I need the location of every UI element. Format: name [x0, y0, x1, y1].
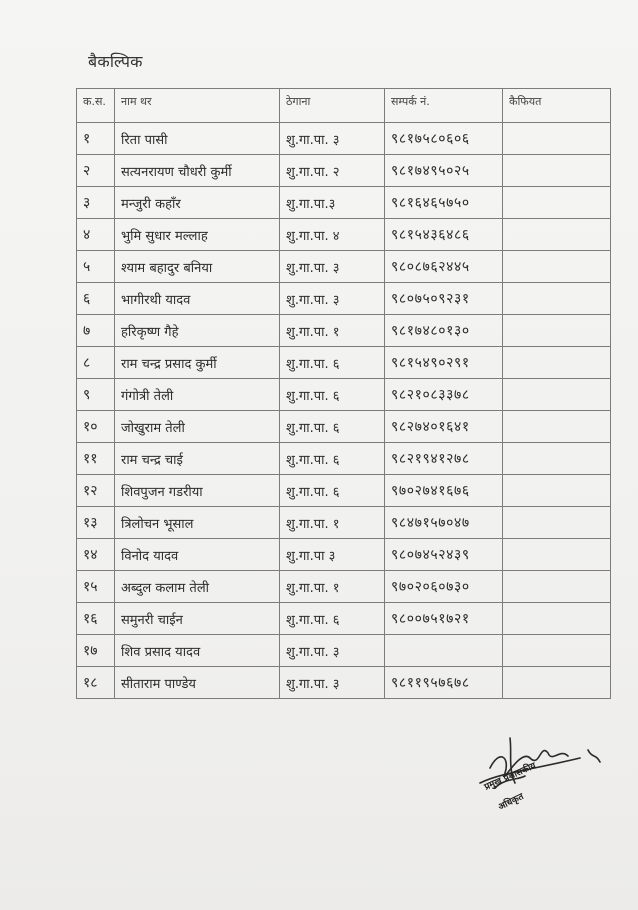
- cell-name: सीताराम पाण्डेय: [115, 667, 280, 699]
- cell-serial: ११: [77, 443, 115, 475]
- cell-serial: १६: [77, 603, 115, 635]
- cell-remarks: [503, 123, 611, 155]
- document-heading: बैकल्पिक: [88, 52, 143, 71]
- cell-name: भागीरथी यादव: [115, 283, 280, 315]
- cell-name: सत्यनरायण चौधरी कुर्मी: [115, 155, 280, 187]
- cell-address: शु.गा.पा. १: [280, 507, 385, 539]
- cell-name: रिता पासी: [115, 123, 280, 155]
- cell-name: राम चन्द्र प्रसाद कुर्मी: [115, 347, 280, 379]
- cell-name: भुमि सुधार मल्लाह: [115, 219, 280, 251]
- cell-serial: १५: [77, 571, 115, 603]
- cell-address: शु.गा.पा. ३: [280, 635, 385, 667]
- cell-phone: ९८०७४५२४३९: [385, 539, 503, 571]
- cell-phone: ९७०२०६०७३०: [385, 571, 503, 603]
- cell-remarks: [503, 475, 611, 507]
- cell-name: जोखुराम तेली: [115, 411, 280, 443]
- signature-stamp: [470, 728, 610, 838]
- cell-remarks: [503, 187, 611, 219]
- table-row: [77, 315, 611, 347]
- cell-name: गंगोत्री तेली: [115, 379, 280, 411]
- cell-remarks: [503, 507, 611, 539]
- cell-address: शु.गा.पा. ६: [280, 603, 385, 635]
- cell-name: अब्दुल कलाम तेली: [115, 571, 280, 603]
- column-header-remarks: कैफियत: [503, 89, 611, 123]
- cell-serial: १८: [77, 667, 115, 699]
- cell-serial: ५: [77, 251, 115, 283]
- cell-phone: ९८०८७६२४४५: [385, 251, 503, 283]
- cell-address: शु.गा.पा. २: [280, 155, 385, 187]
- column-header-name: नाम थर: [115, 89, 280, 123]
- cell-name: समुनरी चाईन: [115, 603, 280, 635]
- cell-remarks: [503, 635, 611, 667]
- cell-address: शु.गा.पा. ६: [280, 411, 385, 443]
- cell-phone: ९८१७५८०६०६: [385, 123, 503, 155]
- table-row: [77, 411, 611, 443]
- column-header-phone: सम्पर्क नं.: [385, 89, 503, 123]
- column-header-serial: क.स.: [77, 89, 115, 123]
- cell-name: शिवपुजन गडरीया: [115, 475, 280, 507]
- table-row: [77, 635, 611, 667]
- table-header-row: [77, 89, 611, 123]
- cell-phone: ९८४७१५७०४७: [385, 507, 503, 539]
- cell-address: शु.गा.पा. ४: [280, 219, 385, 251]
- column-header-address: ठेगाना: [280, 89, 385, 123]
- table-row: [77, 155, 611, 187]
- cell-address: शु.गा.पा. ६: [280, 347, 385, 379]
- cell-name: मन्जुरी कहाँर: [115, 187, 280, 219]
- cell-phone: ९८००७५१७२१: [385, 603, 503, 635]
- cell-name: शिव प्रसाद यादव: [115, 635, 280, 667]
- cell-serial: ८: [77, 347, 115, 379]
- cell-serial: ४: [77, 219, 115, 251]
- cell-name: त्रिलोचन भूसाल: [115, 507, 280, 539]
- cell-address: शु.गा.पा. ३: [280, 667, 385, 699]
- cell-remarks: [503, 667, 611, 699]
- table-row: [77, 539, 611, 571]
- cell-serial: १: [77, 123, 115, 155]
- cell-address: शु.गा.पा ३: [280, 539, 385, 571]
- table-row: [77, 187, 611, 219]
- cell-serial: ६: [77, 283, 115, 315]
- cell-serial: १३: [77, 507, 115, 539]
- cell-remarks: [503, 155, 611, 187]
- table-row: [77, 507, 611, 539]
- cell-remarks: [503, 603, 611, 635]
- table-row: [77, 251, 611, 283]
- table-row: [77, 347, 611, 379]
- cell-serial: ३: [77, 187, 115, 219]
- cell-phone: ९७०२७४१६७६: [385, 475, 503, 507]
- cell-remarks: [503, 539, 611, 571]
- cell-phone: ९८२७४०१६४१: [385, 411, 503, 443]
- cell-address: शु.गा.पा. ६: [280, 443, 385, 475]
- contact-table: [76, 88, 611, 699]
- cell-remarks: [503, 315, 611, 347]
- table-body: [77, 123, 611, 699]
- cell-remarks: [503, 219, 611, 251]
- cell-name: हरिकृष्ण गैहे: [115, 315, 280, 347]
- cell-phone: ९८२१०८३३७८: [385, 379, 503, 411]
- cell-serial: १४: [77, 539, 115, 571]
- table-row: [77, 443, 611, 475]
- cell-serial: ७: [77, 315, 115, 347]
- cell-phone: ९८१७४८०१३०: [385, 315, 503, 347]
- cell-phone: ९८२१९४१२७८: [385, 443, 503, 475]
- cell-remarks: [503, 379, 611, 411]
- cell-name: राम चन्द्र चाई: [115, 443, 280, 475]
- table-row: [77, 571, 611, 603]
- cell-address: शु.गा.पा. ३: [280, 123, 385, 155]
- cell-phone: ९८१५४३६४८६: [385, 219, 503, 251]
- table-row: [77, 667, 611, 699]
- cell-remarks: [503, 411, 611, 443]
- cell-address: शु.गा.पा. १: [280, 571, 385, 603]
- cell-phone: ९८१७४९५०२५: [385, 155, 503, 187]
- cell-phone: [385, 635, 503, 667]
- cell-name: श्याम बहादुर बनिया: [115, 251, 280, 283]
- table-row: [77, 219, 611, 251]
- cell-remarks: [503, 251, 611, 283]
- cell-name: विनोद यादव: [115, 539, 280, 571]
- svg-text:अधिकृत: अधिकृत: [496, 791, 526, 813]
- cell-serial: ९: [77, 379, 115, 411]
- cell-address: शु.गा.पा. ३: [280, 251, 385, 283]
- table-row: [77, 123, 611, 155]
- cell-serial: २: [77, 155, 115, 187]
- cell-serial: १७: [77, 635, 115, 667]
- cell-address: शु.गा.पा. ६: [280, 379, 385, 411]
- cell-phone: ९८११९५७६७८: [385, 667, 503, 699]
- table-row: [77, 283, 611, 315]
- cell-address: शु.गा.पा.३: [280, 187, 385, 219]
- table-row: [77, 603, 611, 635]
- cell-phone: ९८०७५०९२३१: [385, 283, 503, 315]
- cell-address: शु.गा.पा. १: [280, 315, 385, 347]
- cell-remarks: [503, 443, 611, 475]
- cell-phone: ९८१६४६५७५०: [385, 187, 503, 219]
- cell-remarks: [503, 283, 611, 315]
- cell-phone: ९८१५४९०२९१: [385, 347, 503, 379]
- cell-remarks: [503, 347, 611, 379]
- cell-address: शु.गा.पा. ३: [280, 283, 385, 315]
- cell-serial: १०: [77, 411, 115, 443]
- svg-text:प्रमुख प्रशासकीय: प्रमुख प्रशासकीय: [483, 761, 538, 793]
- cell-address: शु.गा.पा. ६: [280, 475, 385, 507]
- cell-serial: १२: [77, 475, 115, 507]
- table-row: [77, 379, 611, 411]
- table-row: [77, 475, 611, 507]
- cell-remarks: [503, 571, 611, 603]
